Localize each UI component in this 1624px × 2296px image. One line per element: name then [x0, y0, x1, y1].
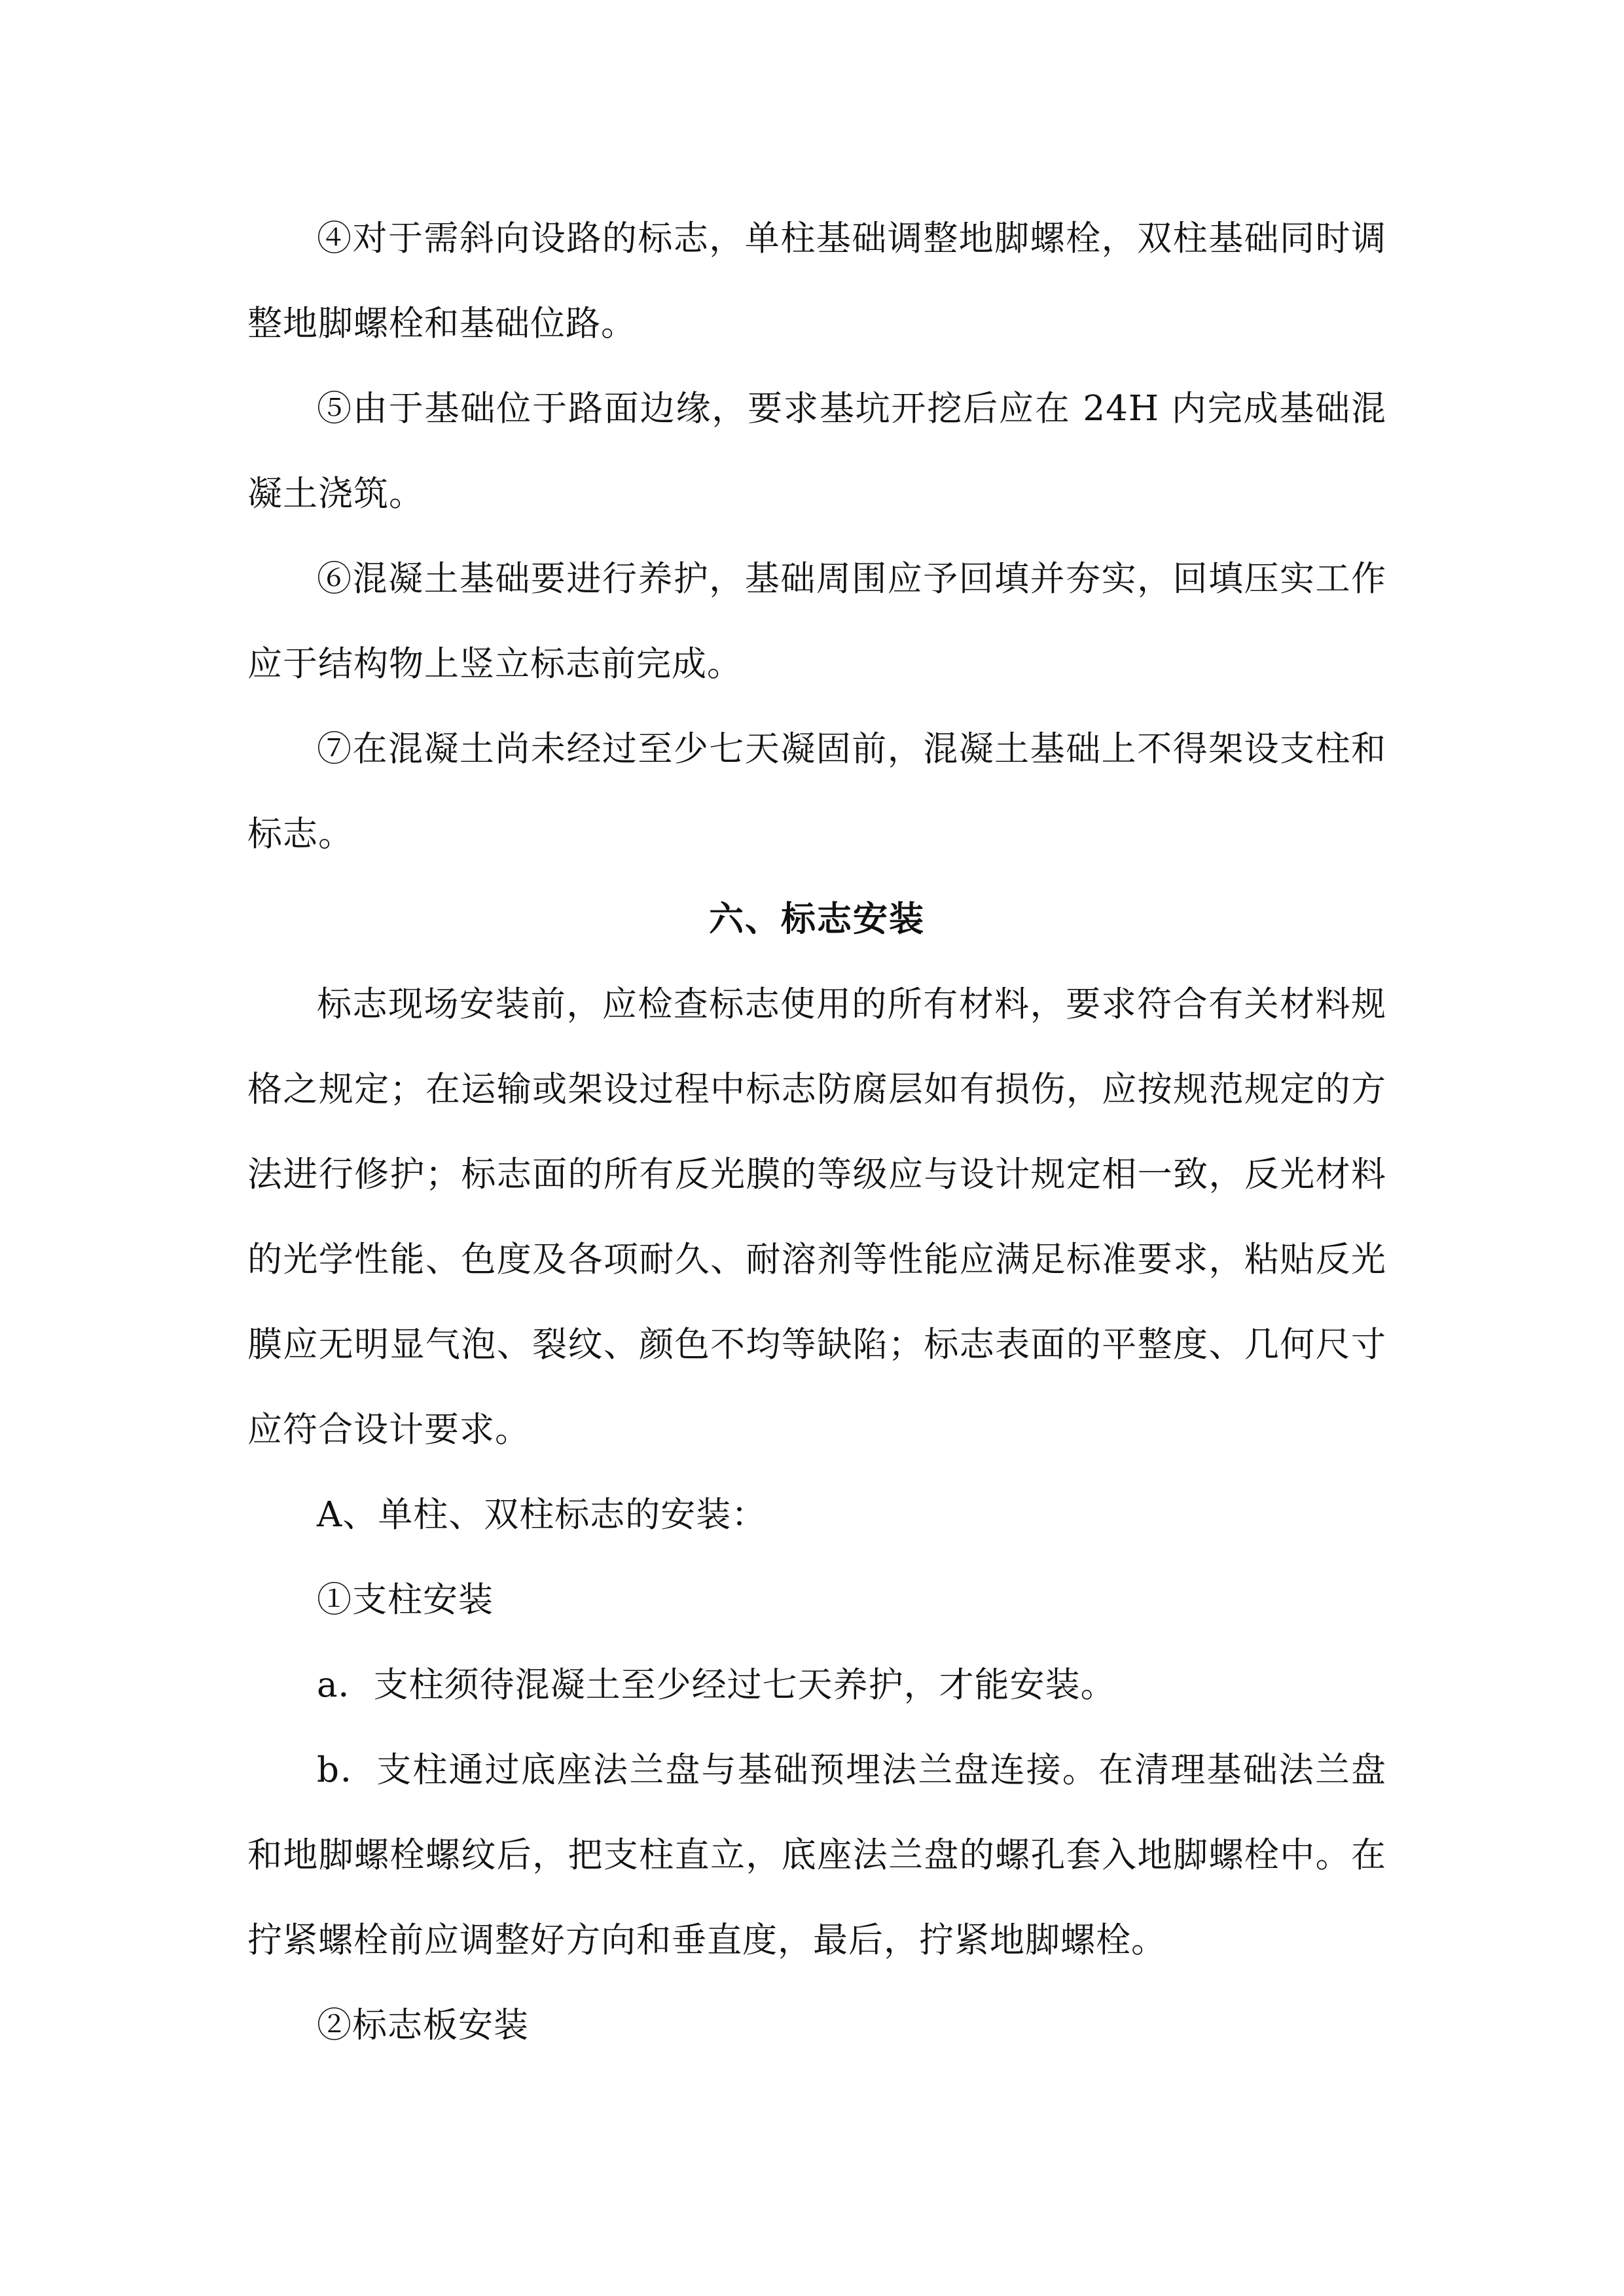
paragraph-step-5: ⑤由于基础位于路面边缘，要求基坑开挖后应在 24H 内完成基础混凝土浇筑。	[247, 389, 1386, 514]
paragraph-item-b: b．支柱通过底座法兰盘与基础预埋法兰盘连接。在清理基础法兰盘和地脚螺栓螺纹后，把支柱直立，底座法兰盘的螺孔套入地脚螺栓中。在拧紧螺栓前应调整好方向和垂直度，最后，拧紧地脚螺栓。	[247, 1750, 1386, 1960]
document-page	[247, 196, 1386, 2068]
paragraph-item-2: ②标志板安装	[317, 2005, 529, 2045]
paragraph-step-4: ④对于需斜向设路的标志，单柱基础调整地脚螺栓，双柱基础同时调整地脚螺栓和基础位路。	[247, 219, 1386, 344]
paragraph-intro: 标志现场安装前，应检查标志使用的所有材料，要求符合有关材料规格之规定；在运输或架设过程中标志防腐层如有损伤，应按规范规定的方法进行修护；标志面的所有反光膜的等级应与设计规定相一致，反光材料的光学性能、色度及各项耐久、耐溶剂等性能应满足标准要求，粘贴反光膜应无明显气泡、裂纹、颜色不均等缺陷；标志表面的平整度、几何尺寸应符合设计要求。	[247, 984, 1386, 1450]
section-heading: 六、标志安装	[709, 899, 925, 939]
paragraph-item-a: a．支柱须待混凝土至少经过七天养护，才能安装。	[317, 1665, 1116, 1705]
paragraph-step-6: ⑥混凝土基础要进行养护，基础周围应予回填并夯实，回填压实工作应于结构物上竖立标志前完成。	[247, 559, 1386, 684]
paragraph-item-1: ①支柱安装	[317, 1580, 494, 1620]
paragraph-step-7: ⑦在混凝土尚未经过至少七天凝固前，混凝土基础上不得架设支柱和标志。	[247, 729, 1386, 854]
paragraph-subheading-a: A、单柱、双柱标志的安装：	[317, 1495, 767, 1535]
